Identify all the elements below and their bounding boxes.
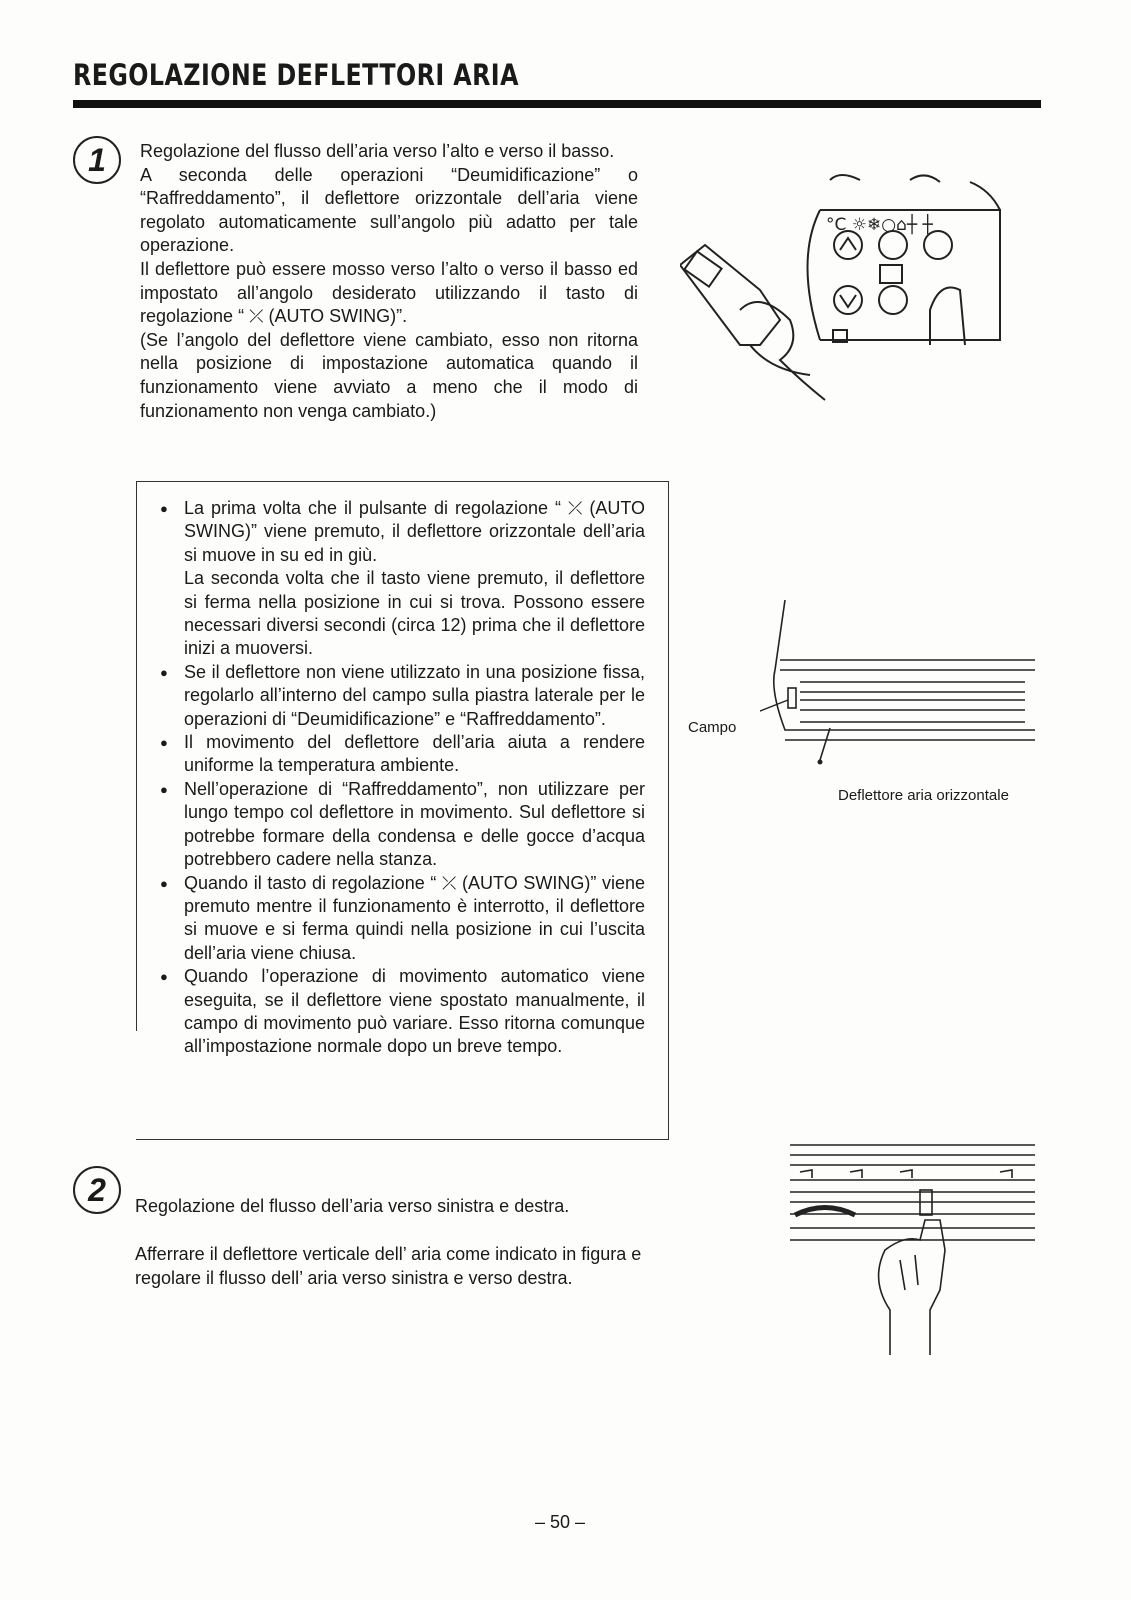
notes-list [160, 497, 645, 1059]
title-rule [73, 100, 1041, 108]
note-item: ● Il movimento del deflettore dell’aria aiuta a rendere uniforme la temperatura ambiente. [160, 731, 645, 778]
section1-text [140, 140, 638, 423]
campo-label: Campo [688, 719, 737, 736]
page-title: REGOLAZIONE DEFLETTORI ARIA [73, 58, 519, 92]
louver-illustration [760, 600, 1045, 780]
note-item: ● Se il deflettore non viene utilizzato in una posizione fissa, regolarlo all’interno del campo sulla piastra laterale per le operazioni di “Deumidificazione” e “Raffreddamento”. [160, 661, 645, 731]
remote-control-illustration [680, 170, 1040, 410]
section1-paragraph: Il deflettore può essere mosso verso l’alto o verso il basso ed impostato all’angolo desiderato utilizzando il tasto di regolazione “ ⤫ (AUTO SWING)”. [140, 258, 638, 327]
note-item-continuation [160, 567, 645, 661]
step-number-1: 1 [73, 136, 121, 184]
note-item: ● La prima volta che il pulsante di regolazione “ ⤫ (AUTO SWING)” viene premuto, il deflettore orizzontale dell’aria si muove in su ed in giù. [160, 497, 645, 567]
section1-paragraph: (Se l’angolo del deflettore viene cambiato, esso non ritorna nella posizione di impostazione automatica quando il funzionamento viene avviato a meno che il modo di funzionamento non venga cambiato.) [140, 329, 638, 421]
page-number: – 50 – [535, 1512, 586, 1532]
vertical-louver-illustration [790, 1140, 1040, 1355]
section2-heading: Regolazione del flusso dell’aria verso sinistra e destra. [135, 1196, 570, 1216]
section2-body: Afferrare il deflettore verticale dell’ aria come indicato in figura e regolare il flusso dell’ aria verso sinistra e verso destra. [135, 1244, 642, 1288]
deflettore-label: Deflettore aria orizzontale [838, 787, 1009, 804]
step-number-2: 2 [73, 1166, 121, 1214]
section1-paragraph: A seconda delle operazioni “Deumidificazione” o “Raffreddamento”, il deflettore orizzontale dell’aria viene regolato automaticamente sull’angolo più adatto per tale operazione. [140, 164, 638, 256]
remote-display-symbols: °C ☼❄○⌂┼ ┼ [826, 215, 933, 235]
note-item: ● Quando il tasto di regolazione “ ⤫ (AUTO SWING)” viene premuto mentre il funzionamento è interrotto, il deflettore si muove e si ferma quindi nella posizione in cui l’uscita dell’aria viene chiusa. [160, 872, 645, 966]
note-item-text: La seconda volta che il tasto viene premuto, il deflettore si ferma nella posizione in cui si trova. Possono essere necessari diversi secondi (circa 12) prima che il deflettore inizi a muoversi. [184, 568, 645, 659]
note-item: ● Nell’operazione di “Raffreddamento”, non utilizzare per lungo tempo col deflettore in movimento. Sul deflettore si potrebbe formare della condensa e delle gocce d’acqua potrebbero cadere nella stanza. [160, 778, 645, 872]
section1-paragraph: Regolazione del flusso dell’aria verso l’alto e verso il basso. [140, 141, 615, 161]
note-item: ● Quando l’operazione di movimento automatico viene eseguita, se il deflettore viene spostato manualmente, il campo di movimento può variare. Esso ritorna comunque all’impostazione normale dopo un breve tempo. [160, 965, 645, 1059]
